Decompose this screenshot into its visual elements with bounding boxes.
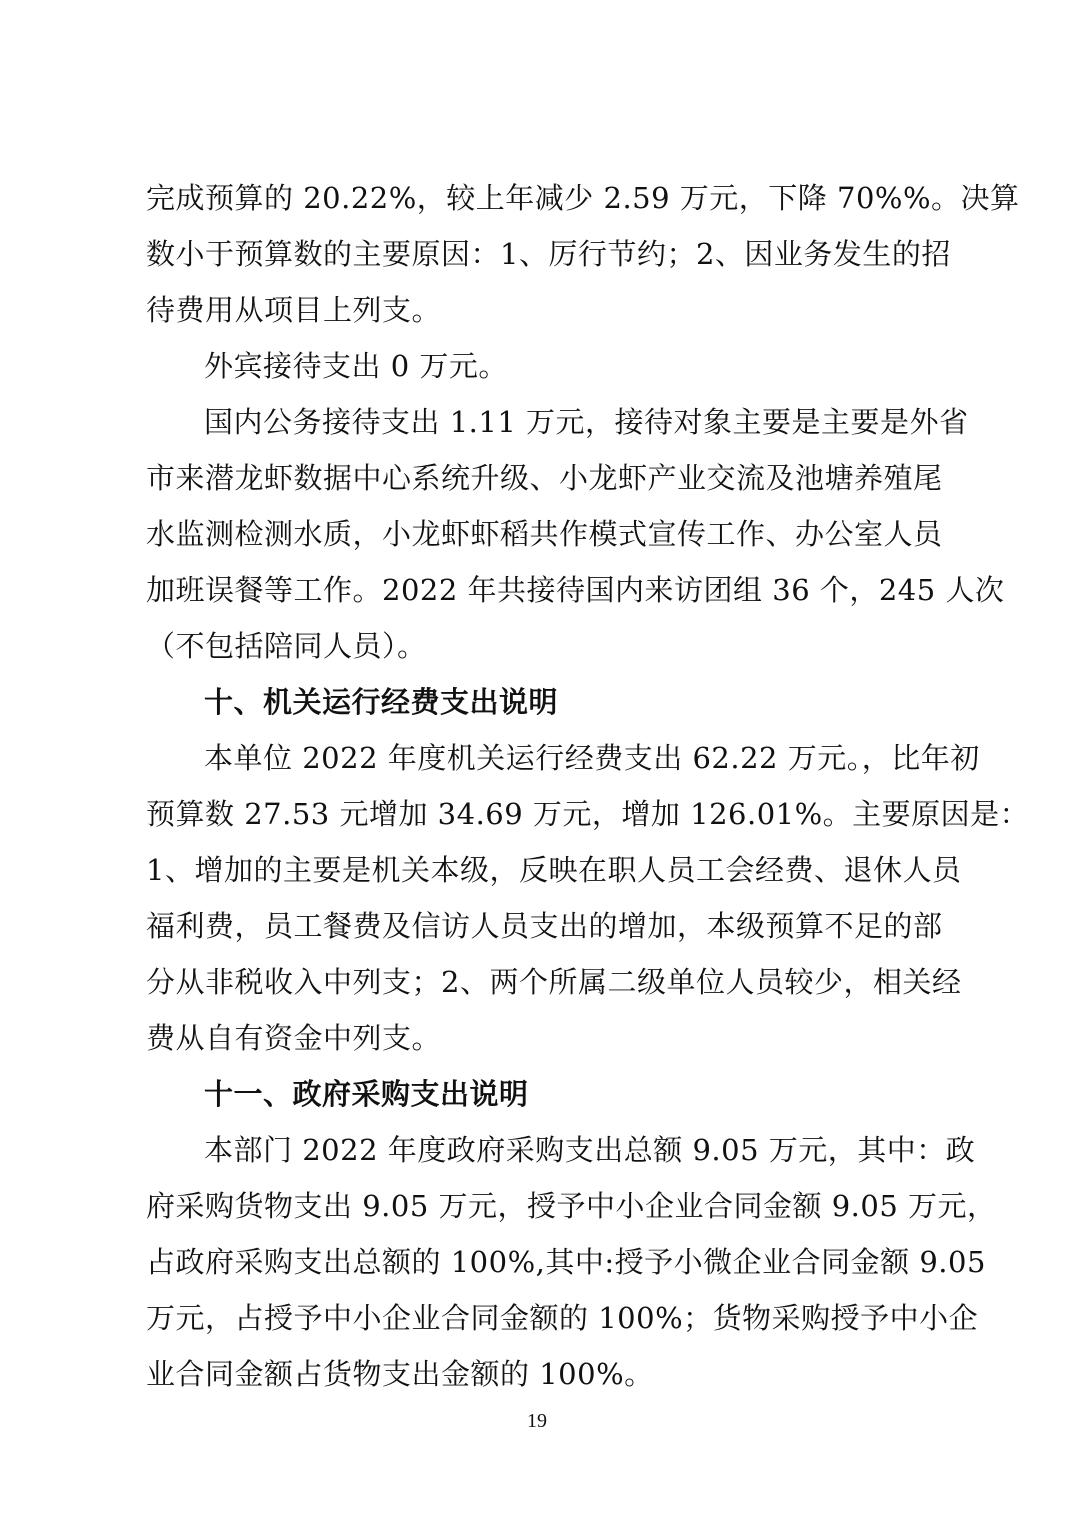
paragraph-line: 福利费，员工餐费及信访人员支出的增加，本级预算不足的部 <box>146 909 943 943</box>
paragraph-line: 1、增加的主要是机关本级，反映在职人员工会经费、退休人员 <box>146 853 962 887</box>
paragraph-line: 市来潜龙虾数据中心系统升级、小龙虾产业交流及池塘养殖尾 <box>146 461 943 495</box>
paragraph-line: 分从非税收入中列支；2、两个所属二级单位人员较少，相关经 <box>146 965 962 999</box>
paragraph-line: （不包括陪同人员）。 <box>146 629 427 663</box>
document-body <box>146 170 1030 1402</box>
paragraph-line: 完成预算的 20.22%，较上年减少 2.59 万元，下降 70%%。决算 <box>146 181 1020 215</box>
paragraph-line: 业合同金额占货物支出金额的 100%。 <box>146 1357 654 1391</box>
paragraph-line: 加班误餐等工作。2022 年共接待国内来访团组 36 个，245 人次 <box>146 573 1005 607</box>
paragraph-line: 待费用从项目上列支。 <box>146 293 442 327</box>
paragraph-line: 水监测检测水质，小龙虾虾稻共作模式宣传工作、办公室人员 <box>146 517 943 551</box>
paragraph-line: 万元，占授予中小企业合同金额的 100%；货物采购授予中小企 <box>146 1301 979 1335</box>
paragraph-line: 国内公务接待支出 1.11 万元，接待对象主要是主要是外省 <box>204 405 969 439</box>
paragraph-line: 本单位 2022 年度机关运行经费支出 62.22 万元。，比年初 <box>204 741 980 775</box>
paragraph-line: 占政府采购支出总额的 100%,其中:授予小微企业合同金额 9.05 <box>146 1245 986 1279</box>
page-number: 19 <box>527 1410 547 1432</box>
section-heading: 十一、政府采购支出说明 <box>204 1077 529 1111</box>
paragraph-line: 预算数 27.53 元增加 34.69 万元，增加 126.01%。主要原因是： <box>146 797 1030 831</box>
paragraph-line: 外宾接待支出 0 万元。 <box>204 349 508 383</box>
paragraph-line: 府采购货物支出 9.05 万元，授予中小企业合同金额 9.05 万元， <box>146 1189 997 1223</box>
section-heading: 十、机关运行经费支出说明 <box>204 685 559 719</box>
paragraph-line: 费从自有资金中列支。 <box>146 1021 442 1055</box>
paragraph-line: 数小于预算数的主要原因：1、厉行节约；2、因业务发生的招 <box>146 237 951 271</box>
paragraph-line: 本部门 2022 年度政府采购支出总额 9.05 万元，其中：政 <box>204 1133 976 1167</box>
